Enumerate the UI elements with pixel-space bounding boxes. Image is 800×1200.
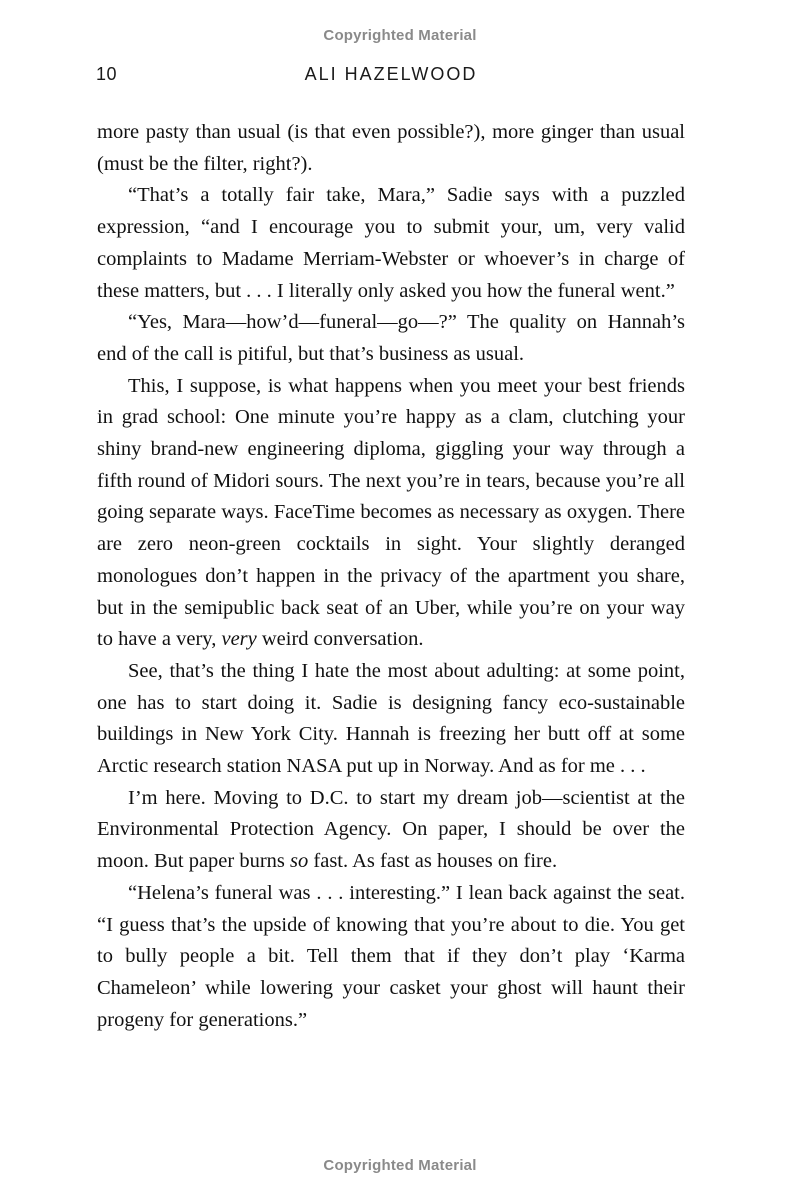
text-run: I’m here. Moving to D.C. to start my dream job—scientist at the Environmental Protection Agency. On paper, I should be over the moon. But paper burns (97, 786, 685, 873)
paragraph (97, 371, 685, 656)
text-run: This, I suppose, is what happens when you meet your best friends in grad school: One minute you’re happy as a clam, clutching your shiny brand-new engineering diploma, giggling your way through a fifth round of Midori sours. The next you’re in tears, because you’re all going separate ways. FaceTime becomes as necessary as oxygen. There are zero neon-green cocktails in sight. Your slightly deranged monologues don’t happen in the privacy of the apartment you share, but in the semipublic back seat of an Uber, while you’re on your way to have a very, (97, 374, 685, 651)
paragraph (97, 180, 685, 307)
italic-emphasis: very (221, 628, 257, 651)
author-name: ALI HAZELWOOD (304, 64, 478, 84)
copyright-watermark-top: Copyrighted Material (323, 27, 477, 44)
copyright-watermark-bottom: Copyrighted Material (323, 1157, 477, 1174)
paragraph (97, 878, 685, 1037)
page-number: 10 (96, 64, 118, 84)
paragraph (97, 307, 685, 370)
text-run: “Yes, Mara—how’d—funeral—go—?” The quality on Hannah’s end of the call is pitiful, but that’s business as usual. (97, 311, 685, 365)
text-run: more pasty than usual (is that even possible?), more ginger than usual (must be the filter, right?). (97, 121, 685, 175)
text-run: weird conversation. (256, 628, 424, 651)
text-run: fast. As fast as houses on fire. (308, 850, 558, 873)
paragraph (97, 117, 685, 180)
text-run: “That’s a totally fair take, Mara,” Sadie says with a puzzled expression, “and I encourage you to submit your, um, very valid complaints to Madame Merriam-Webster or whoever’s in charge of these matters, but . . . I literally only asked you how the funeral went.” (97, 184, 685, 302)
text-run: “Helena’s funeral was . . . interesting.” I lean back against the seat. “I guess that’s the upside of knowing that you’re about to die. You get to bully people a bit. Tell them that if they don’t play ‘Karma Chameleon’ while lowering your casket your ghost will haunt their progeny for generations.” (97, 881, 685, 1031)
paragraph (97, 656, 685, 783)
italic-emphasis: so (290, 850, 309, 873)
running-header (96, 64, 686, 88)
text-run: See, that’s the thing I hate the most about adulting: at some point, one has to start doing it. Sadie is designing fancy eco-sustainable buildings in New York City. Hannah is freezing her butt off at some Arctic research station NASA put up in Norway. And as for me . . . (97, 659, 685, 778)
paragraph (97, 783, 685, 878)
body-text (97, 117, 685, 1036)
